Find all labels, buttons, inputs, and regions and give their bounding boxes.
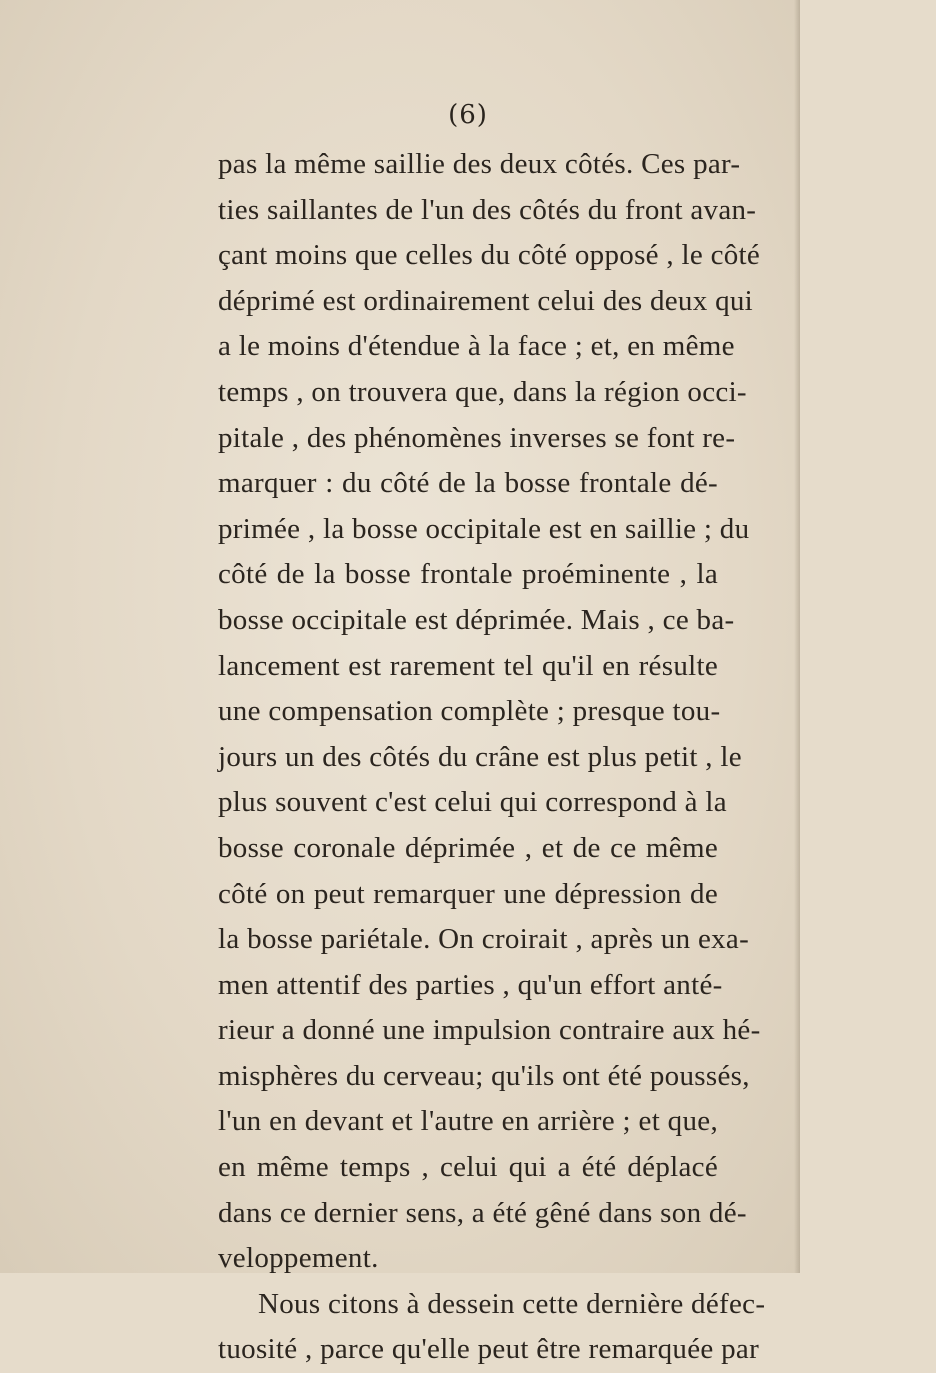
text-line-paragraph-start: Nous citons à dessein cette dernière défec-	[258, 1287, 766, 1320]
page-edge-shadow	[794, 0, 800, 1273]
text-line-paragraph-end: veloppement.	[218, 1242, 379, 1275]
text-line: ties saillantes de l'un des côtés du front avan-	[218, 193, 757, 226]
text-line: jours un des côtés du crâne est plus petit , le	[218, 740, 742, 773]
text-line: marquer : du côté de la bosse frontale dé-	[218, 467, 718, 500]
text-line: plus souvent c'est celui qui correspond à la	[218, 786, 727, 819]
text-line: pas la même saillie des deux côtés. Ces par-	[218, 148, 741, 180]
text-line: tuosité , parce qu'elle peut être remarquée par	[218, 1333, 760, 1366]
page-number: (6)	[448, 100, 488, 130]
text-line: côté on peut remarquer une dépression de	[218, 877, 718, 910]
text-line: rieur a donné une impulsion contraire aux hé-	[218, 1014, 761, 1047]
text-line: bosse occipitale est déprimée. Mais , ce ba-	[218, 603, 735, 636]
text-line: une compensation complète ; presque tou-	[218, 695, 721, 728]
text-line: primée , la bosse occipitale est en saillie ; du	[218, 512, 750, 545]
text-line: bosse coronale déprimée , et de ce même	[218, 831, 718, 864]
text-line: la bosse pariétale. On croirait , après un exa-	[218, 923, 750, 956]
text-line: temps , on trouvera que, dans la région occi-	[218, 375, 747, 408]
text-line: côté de la bosse frontale proéminente , la	[218, 558, 718, 591]
text-line: déprimé est ordinairement celui des deux qui	[218, 284, 754, 317]
text-line: l'un en devant et l'autre en arrière ; et que,	[218, 1105, 718, 1138]
text-line: dans ce dernier sens, a été gêné dans son dé-	[218, 1196, 747, 1229]
text-line: a le moins d'étendue à la face ; et, en même	[218, 330, 735, 363]
body-text	[218, 142, 766, 1373]
text-line: misphères du cerveau; qu'ils ont été poussés,	[218, 1059, 750, 1092]
text-line: pitale , des phénomènes inverses se font re-	[218, 421, 736, 454]
text-line: men attentif des parties , qu'un effort anté-	[218, 968, 723, 1001]
text-line: en même temps , celui qui a été déplacé	[218, 1151, 718, 1184]
text-line: çant moins que celles du côté opposé , le côté	[218, 239, 761, 272]
text-line: lancement est rarement tel qu'il en résulte	[218, 649, 718, 682]
